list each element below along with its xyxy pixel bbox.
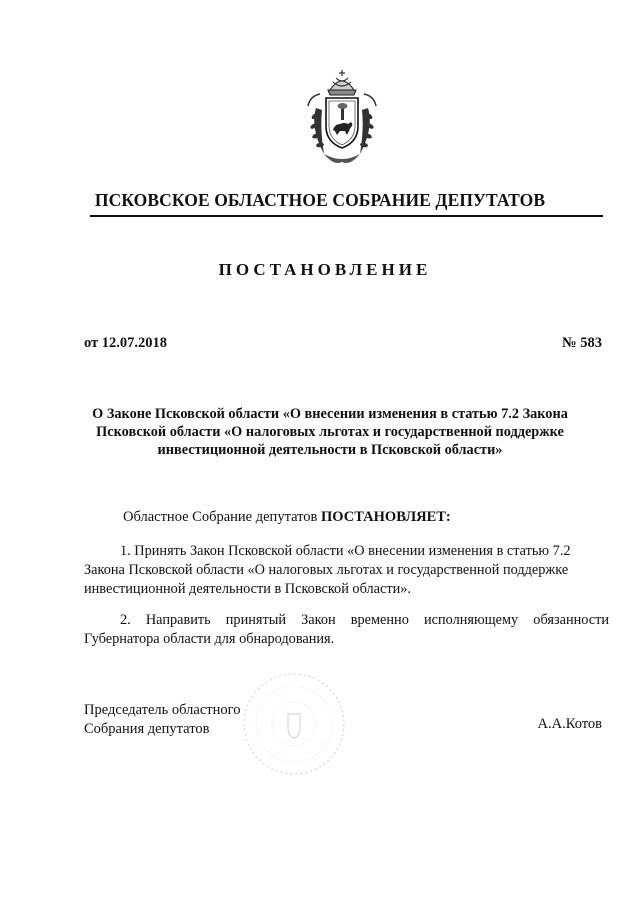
coat-of-arms-icon <box>300 68 384 168</box>
signatory-position <box>84 701 240 739</box>
subject-line: Псковской области «О налоговых льготах и государственной поддержке <box>96 424 564 440</box>
decree-paragraph-1 <box>84 542 609 599</box>
official-seal-stamp-icon <box>238 668 350 780</box>
paragraph-line: Закона Псковской области «О налоговых льготах и государственной поддержке <box>84 562 569 578</box>
document-subject <box>80 405 580 459</box>
preamble-decree-word: ПОСТАНОВЛЯЕТ: <box>321 509 451 525</box>
paragraph-line: инвестиционной деятельности в Псковской области». <box>84 581 411 597</box>
organization-title: ПСКОВСКОЕ ОБЛАСТНОЕ СОБРАНИЕ ДЕПУТАТОВ <box>94 190 546 210</box>
signatory-position-line: Собрания депутатов <box>84 721 210 737</box>
signatory-position-line: Председатель областного <box>84 702 241 718</box>
subject-line: О Законе Псковской области «О внесении изменения в статью 7.2 Закона <box>92 406 568 422</box>
title-divider <box>90 215 603 217</box>
preamble-text: Областное Собрание депутатов <box>123 509 322 525</box>
preamble <box>123 509 451 526</box>
paragraph-line: 2. Направить принятый Закон временно исполняющему обязанности <box>120 612 609 628</box>
paragraph-line: 1. Принять Закон Псковской области «О внесении изменения в статью 7.2 <box>120 543 571 559</box>
paragraph-line: Губернатора области для обнародования. <box>84 631 335 647</box>
signatory-name: А.А.Котов <box>537 716 602 732</box>
document-type-heading: ПОСТАНОВЛЕНИЕ <box>218 260 432 279</box>
document-date: от 12.07.2018 <box>84 335 168 351</box>
decree-paragraph-2 <box>84 611 609 649</box>
subject-line: инвестиционной деятельности в Псковской области» <box>157 442 503 458</box>
document-number: № 583 <box>562 335 602 351</box>
